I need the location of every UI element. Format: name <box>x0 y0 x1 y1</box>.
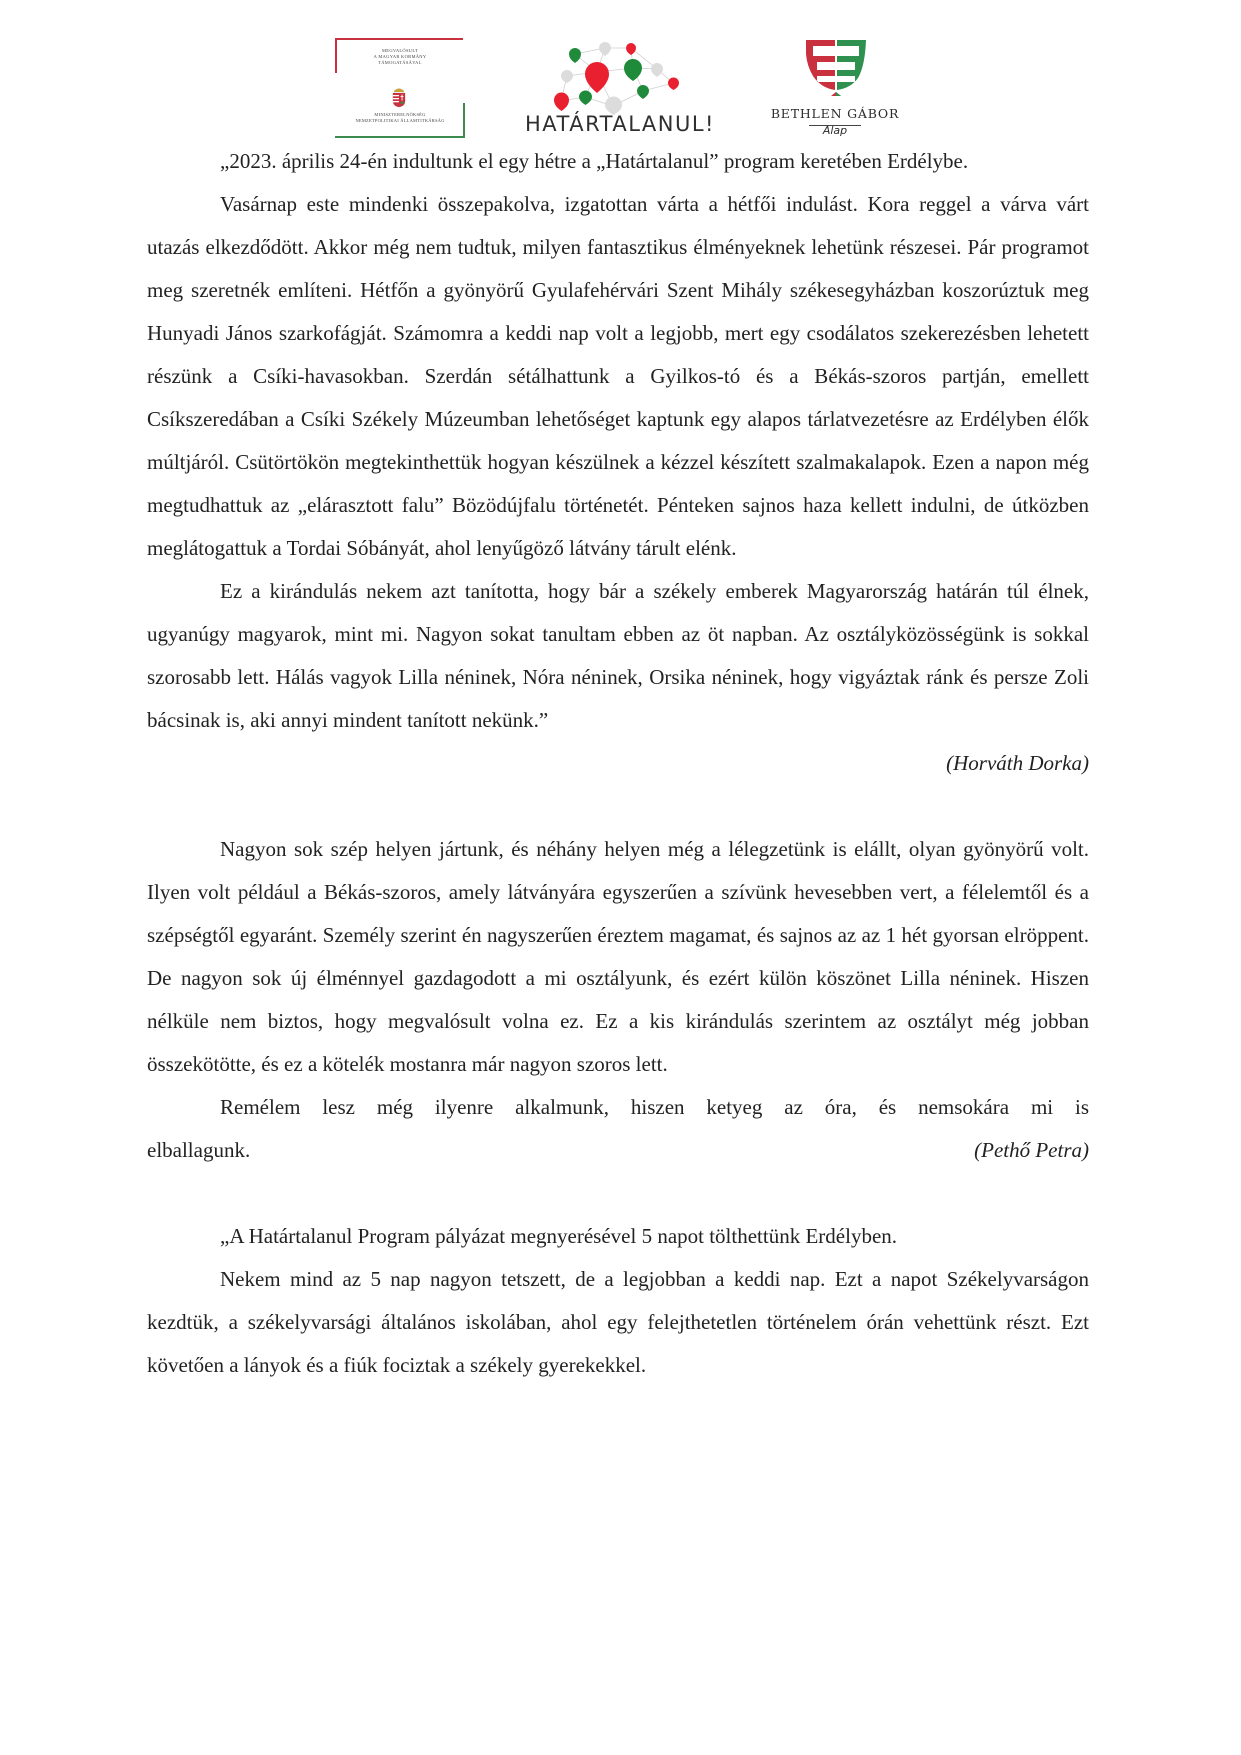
paragraph: Nagyon sok szép helyen jártunk, és néhány helyen még a lélegzetünk is elállt, olyan gyönyörű volt. Ilyen volt például a Békás-szoros, amely látványára egyszerűen a szívünk hevesebben vert, a félelemtől és a szépségtől egyaránt. Személy szerint én nagyszerűen éreztem magamat, és sajnos az az 1 hét gyorsan elröppent. De nagyon sok új élménnyel gazdagodott a mi osztályunk, és ezért külön köszönet Lilla néninek. Hiszen nélküle nem biztos, hogy megvalósult volna ez. Ez a kis kirándulás szerintem az osztályt még jobban összekötötte, és ez a kötelék mostanra már nagyon szoros lett. <box>147 837 1089 1076</box>
shield-icon <box>803 36 869 108</box>
gov-logo-bottom-text <box>339 112 461 124</box>
gov-line-2: A MAGYAR KORMÁNY <box>373 54 427 59</box>
gov-logo-top-text <box>345 48 455 66</box>
gov-line-3: TÁMOGATÁSÁVAL <box>378 60 422 65</box>
logo-frame-green-right <box>463 103 465 138</box>
section-horvath-dorka <box>147 140 1089 785</box>
section-third-account <box>147 1215 1089 1387</box>
hatartalanul-wordmark: HATÁRTALANUL! <box>525 112 715 136</box>
logo-frame-red-top <box>335 38 463 40</box>
paragraph: „A Határtalanul Program pályázat megnyerésével 5 napot tölthettünk Erdélyben. <box>220 1224 898 1248</box>
balloon-network-icon <box>545 36 695 116</box>
balloons <box>554 42 679 115</box>
paragraph: Ez a kirándulás nekem azt tanította, hogy bár a székely emberek Magyarország határán túl élnek, ugyanúgy magyarok, mint mi. Nagyon sokat tanultam ebben az öt napban. Az osztályközösségünk is sokkal szorosabb lett. Hálás vagyok Lilla néninek, Nóra néninek, Orsika néninek, hogy vigyáztak ránk és persze Zoli bácsinak is, aki annyi mindent tanított nekünk.” <box>147 579 1089 732</box>
gov-secretariat-line: NEMZETPOLITIKAI ÁLLAMTITKÁRSÁG <box>355 118 445 123</box>
gov-line-1: MEGVALÓSULT <box>381 48 419 53</box>
logo-frame-green-bottom <box>335 136 463 138</box>
paragraph: Vasárnap este mindenki összepakolva, izgatottan várta a hétfői indulást. Kora reggel a várva várt utazás elkezdődött. Akkor még nem tudtuk, milyen fantasztikus élményeknek lehetünk részesei. Pár programot meg szeretnék említeni. Hétfőn a gyönyörű Gyulafehérvári Szent Mihály székesegyházban koszorúztuk meg Hunyadi János szarkofágját. Számomra a keddi nap volt a legjobb, mert egy csodálatos szekerezésben lehetett részünk a Csíki-havasokban. Szerdán sétálhattunk a Gyilkos-tó és a Békás-szoros partján, emellett Csíkszeredában a Csíki Székely Múzeumban lehetőséget kaptunk egy alapos tárlatvezetésre az Erdélyben élők múltjáról. Csütörtökön megtekinthettük hogyan készülnek a kézzel készített szalmakalapok. Ezen a napon még megtudhattuk az „elárasztott falu” Bözödújfalu történetét. Pénteken sajnos haza kellett indulni, de útközben meglátogattuk a Tordai Sóbányát, ahol lenyűgöző látvány tárult elénk. <box>147 192 1089 560</box>
section-spacer <box>147 785 1089 828</box>
closing-line-with-signature <box>147 1129 1089 1172</box>
section-spacer <box>147 1172 1089 1215</box>
logo-frame-red-left <box>335 38 337 73</box>
paragraph: „2023. április 24-én indultunk el egy hétre a „Határtalanul” program keretében Erdélybe. <box>220 149 969 173</box>
article-body <box>147 140 1089 1387</box>
government-support-logo <box>335 38 465 138</box>
paragraph-last-line: elballagunk. <box>147 1138 251 1162</box>
bethlen-alap-label: Alap <box>822 124 848 137</box>
hatartalanul-logo <box>515 36 725 142</box>
gov-ministry-line: MINISZTERELNÖKSÉG <box>374 112 426 117</box>
hungarian-coat-of-arms-icon <box>392 86 406 108</box>
author-signature: (Pethő Petra) <box>974 1138 1089 1162</box>
paragraph: Nekem mind az 5 nap nagyon tetszett, de a legjobban a keddi nap. Ezt a napot Székelyvarságon kezdtük, a székelyvarsági általános iskolában, ahol egy felejthetetlen történelem órán vehettünk részt. Ezt követően a lányok és a fiúk fociztak a székely gyerekekkel. <box>147 1267 1089 1377</box>
bethlen-gabor-alap-logo <box>755 36 915 142</box>
author-signature: (Horváth Dorka) <box>946 751 1089 775</box>
bethlen-gabor-name: BETHLEN GÁBOR <box>770 106 900 121</box>
paragraph: Remélem lesz még ilyenre alkalmunk, hiszen ketyeg az óra, és nemsokára mi is <box>220 1095 1089 1119</box>
section-petho-petra <box>147 828 1089 1172</box>
